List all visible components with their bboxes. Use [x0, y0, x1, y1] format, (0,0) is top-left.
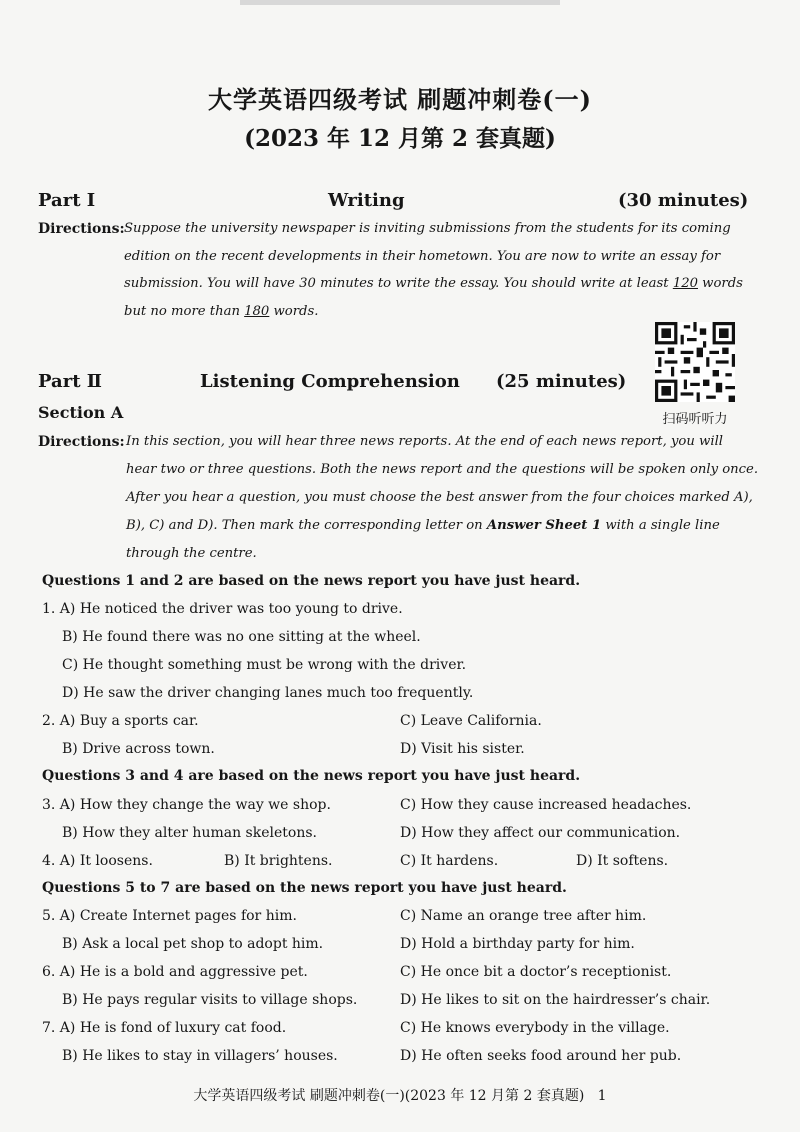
page-number: 1 [597, 1088, 607, 1104]
question-1-option-a: 1. A) He noticed the driver was too young to drive. [42, 601, 403, 617]
question-7-option-c: C) He knows everybody in the village. [400, 1020, 670, 1036]
question-7-option-b: B) He likes to stay in villagers’ houses. [62, 1048, 338, 1064]
part2-directions-line: In this section, you will hear three news reports. At the end of each news report, you will [126, 434, 723, 449]
question-3-option-a: 3. A) How they change the way we shop. [42, 797, 331, 813]
max-words: 180 [244, 304, 270, 319]
section-heading: Section A [38, 403, 124, 422]
question-4-option-b: B) It brightens. [224, 853, 333, 869]
part1-directions-line: submission. You will have 30 minutes to write the essay. You should write at least 120 words [124, 276, 743, 291]
page-subtitle: (2023 年 12 月第 2 套真题) [244, 125, 556, 152]
page-title: 大学英语四级考试 刷题冲刺卷(一) [207, 85, 593, 114]
question-4-option-d: D) It softens. [576, 853, 669, 869]
question-3-option-d: D) How they affect our communication. [400, 825, 681, 841]
page-footer [0, 1085, 800, 1105]
part1-directions-line: edition on the recent developments in their hometown. You are now to write an essay for [124, 249, 721, 264]
answer-sheet-ref: Answer Sheet 1 [486, 518, 602, 533]
question-3-option-c: C) How they cause increased headaches. [400, 797, 692, 813]
part2-label: Part Ⅱ [38, 371, 102, 392]
part2-directions-line: through the centre. [126, 546, 257, 561]
part2-directions-line: hear two or three questions. Both the news report and the questions will be spoken only once. [126, 462, 759, 477]
scan-mark [240, 0, 560, 5]
part1-label: Part Ⅰ [38, 190, 96, 211]
part1-name: Writing [328, 190, 405, 211]
question-group-heading: Questions 1 and 2 are based on the news report you have just heard. [42, 573, 581, 589]
qr-code-icon[interactable] [655, 322, 735, 402]
question-5-option-c: C) Name an orange tree after him. [400, 908, 647, 924]
part1-directions-line: but no more than 180 words. [124, 304, 319, 319]
footer-text: 大学英语四级考试 刷题冲刺卷(一)(2023 年 12 月第 2 套真题) [193, 1088, 585, 1104]
part1-directions-label: Directions: [38, 221, 125, 237]
part2-directions-line: B), C) and D). Then mark the corresponding letter on Answer Sheet 1 with a single line [126, 518, 720, 533]
question-1-option-d: D) He saw the driver changing lanes much too frequently. [62, 685, 474, 701]
question-group-heading: Questions 3 and 4 are based on the news report you have just heard. [42, 768, 581, 784]
question-3-option-b: B) How they alter human skeletons. [62, 825, 317, 841]
question-1-option-b: B) He found there was no one sitting at the wheel. [62, 629, 421, 645]
min-words: 120 [672, 276, 698, 291]
part2-time: (25 minutes) [496, 371, 627, 392]
question-2-option-c: C) Leave California. [400, 713, 542, 729]
question-4-option-a: 4. A) It loosens. [42, 853, 153, 869]
question-5-option-a: 5. A) Create Internet pages for him. [42, 908, 297, 924]
question-7-option-a: 7. A) He is fond of luxury cat food. [42, 1020, 287, 1036]
question-6-option-b: B) He pays regular visits to village shops. [62, 992, 358, 1008]
question-5-option-b: B) Ask a local pet shop to adopt him. [62, 936, 324, 952]
part2-name: Listening Comprehension [200, 371, 460, 392]
question-2-option-b: B) Drive across town. [62, 741, 215, 757]
part1-time: (30 minutes) [618, 190, 749, 211]
part1-directions-line: Suppose the university newspaper is inviting submissions from the students for its coming [124, 221, 731, 236]
question-2-option-a: 2. A) Buy a sports car. [42, 713, 199, 729]
question-7-option-d: D) He often seeks food around her pub. [400, 1048, 682, 1064]
question-4-option-c: C) It hardens. [400, 853, 499, 869]
part2-directions-line: After you hear a question, you must choose the best answer from the four choices marked A), [126, 490, 753, 505]
question-1-option-c: C) He thought something must be wrong with the driver. [62, 657, 467, 673]
question-group-heading: Questions 5 to 7 are based on the news report you have just heard. [42, 880, 567, 896]
question-6-option-a: 6. A) He is a bold and aggressive pet. [42, 964, 308, 980]
part2-directions-label: Directions: [38, 434, 125, 450]
qr-caption: 扫码听听力 [662, 412, 728, 427]
question-2-option-d: D) Visit his sister. [400, 741, 525, 757]
question-6-option-c: C) He once bit a doctor’s receptionist. [400, 964, 672, 980]
question-6-option-d: D) He likes to sit on the hairdresser’s chair. [400, 992, 711, 1008]
question-5-option-d: D) Hold a birthday party for him. [400, 936, 635, 952]
